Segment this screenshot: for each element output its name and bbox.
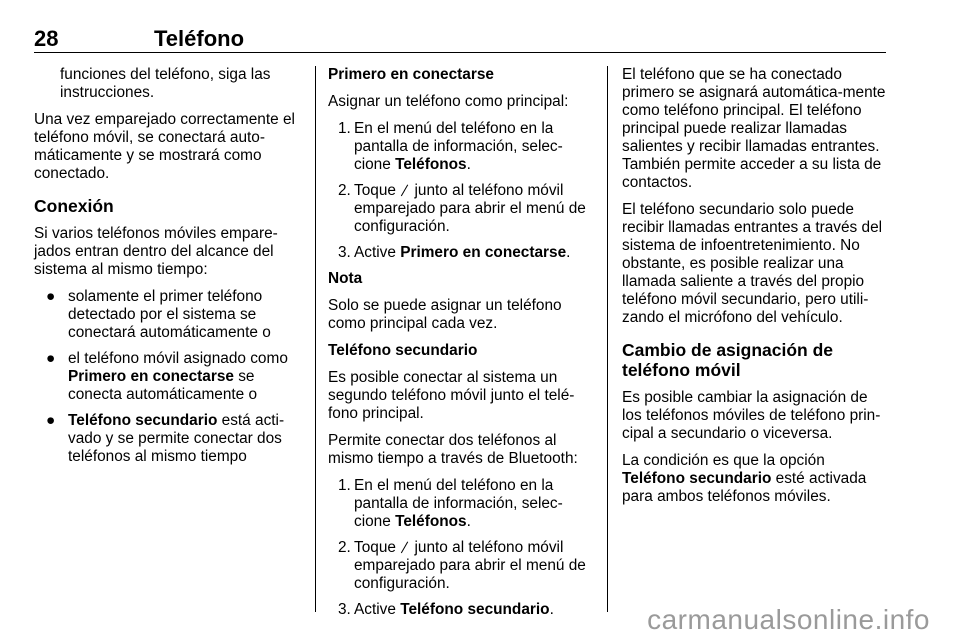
watermark: carmanualsonline.info	[647, 604, 930, 635]
list-item: 3. Active Primero en conectarse.	[338, 244, 571, 261]
step-number: 3.	[338, 601, 351, 618]
paragraph: Es posible cambiar la asignación de los teléfonos móviles de teléfono prin‐cipal a secundario o viceversa.	[622, 389, 881, 442]
column-3	[622, 66, 888, 515]
continued-text: funciones del teléfono, siga las instrucciones.	[60, 66, 271, 101]
list-item: ● Teléfono secundario está acti‐vado y se permite conectar dos teléfonos al mismo tiempo	[46, 412, 285, 465]
paragraph: Una vez emparejado correctamente el teléfono móvil, se conectará auto‐máticamente y se mostrará como conectado.	[34, 111, 295, 182]
pencil-icon	[402, 185, 408, 196]
page-number: 28	[34, 26, 59, 51]
subheading: Teléfono secundario	[328, 342, 478, 359]
list-item: ● solamente el primer teléfono detectado por el sistema se conectará automáticamente o	[46, 288, 271, 341]
paragraph: La condición es que la opción Teléfono secundario esté activada para ambos teléfonos móviles.	[622, 452, 867, 505]
list-item: 2. Toque junto al teléfono móvil emparejado para abrir el menú de configuración.	[338, 182, 586, 235]
list-item: 1. En el menú del teléfono en la pantalla de información, selec‐cione Teléfonos.	[338, 120, 563, 173]
section-heading: Conexión	[34, 196, 114, 216]
list-item: 1. En el menú del teléfono en la pantalla de información, selec‐cione Teléfonos.	[338, 477, 563, 530]
paragraph: Si varios teléfonos móviles empare‐jados entran dentro del alcance del sistema al mismo tiempo:	[34, 225, 278, 278]
subheading: Primero en conectarse	[328, 66, 494, 83]
column-2	[328, 66, 596, 627]
paragraph: El teléfono que se ha conectado primero se asignará automática‐mente como teléfono principal. El teléfono principal puede realizar llamadas salientes y recibir llamadas entrantes. También permite acceder a su lista de contactos.	[622, 66, 886, 191]
note-label: Nota	[328, 270, 363, 287]
list-item: 2. Toque junto al teléfono móvil emparejado para abrir el menú de configuración.	[338, 539, 586, 592]
step-number: 3.	[338, 244, 351, 261]
column-1	[34, 66, 300, 474]
step-number: 2.	[338, 182, 351, 199]
column-divider	[315, 66, 316, 612]
step-number: 1.	[338, 477, 351, 494]
column-divider	[607, 66, 608, 612]
step-number: 1.	[338, 120, 351, 137]
list-item: ● el teléfono móvil asignado como Primero en conectarse se conecta automáticamente o	[46, 350, 288, 403]
pencil-icon	[402, 542, 408, 553]
page-title: Teléfono	[154, 26, 245, 51]
bullet-icon: ●	[46, 350, 56, 367]
paragraph: Permite conectar dos teléfonos al mismo tiempo a través de Bluetooth:	[328, 432, 578, 467]
bullet-icon: ●	[46, 412, 56, 429]
paragraph: Asignar un teléfono como principal:	[328, 93, 569, 110]
section-heading: Cambio de asignación de teléfono móvil	[622, 340, 834, 380]
list-item: 3. Active Teléfono secundario.	[338, 601, 554, 618]
bullet-icon: ●	[46, 288, 56, 305]
paragraph: El teléfono secundario solo puede recibir llamadas entrantes a través del sistema de infoentretenimiento. No obstante, es posible realizar una llamada saliente a través del propio teléfono móvil secundario, pero utili‐zando el micrófono del vehículo.	[622, 201, 883, 326]
step-number: 2.	[338, 539, 351, 556]
page-header	[34, 28, 886, 53]
paragraph: Es posible conectar al sistema un segundo teléfono móvil junto el telé‐fono principal.	[328, 369, 575, 422]
note-text: Solo se puede asignar un teléfono como principal cada vez.	[328, 297, 562, 332]
